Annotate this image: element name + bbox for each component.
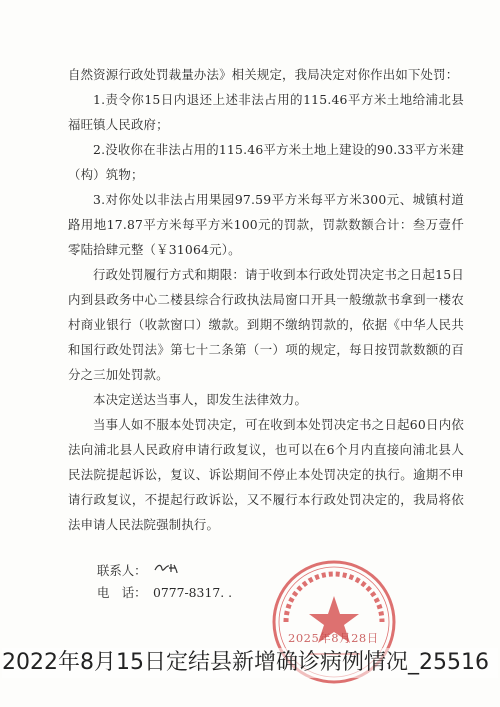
seal-date: 2025年8月28日: [288, 631, 379, 645]
paragraph-appeal: 当事人如不服本处罚决定，可在收到本处罚决定书之日起60日内依法向浦北县人民政府申请行政复议，也可以在6个月内直接向浦北县人民法院提起诉讼，复议、诉讼期间不停止本处罚决定的执行。逾期不申请行政复议，不提起行政诉讼，又不履行本行政处罚决定的，我局将依法申请人民法院强制执行。: [68, 417, 464, 532]
handwritten-signature-icon: [153, 561, 179, 575]
paragraph-item-1: 1.责令你15日内退还上述非法占用的115.46平方米土地给浦北县福旺镇人民政府；: [68, 92, 464, 132]
contact-person-signature: [153, 561, 179, 582]
contact-phone-value: 0777-8317. .: [152, 585, 233, 600]
paragraph-payment: 行政处罚履行方式和期限：请于收到本行政处罚决定书之日起15日内到县政务中心二楼县综合行政执法局窗口开具一般缴款书拿到一楼农村商业银行（收款窗口）缴款。到期不缴纳罚款的，依据《中华人民共和国行政处罚法》第七十二条第（一）项的规定，每日按罚款数额的百分之三加处罚款。: [68, 267, 464, 382]
paragraph-intro: 自然资源行政处罚裁量办法》相关规定，我局决定对你作出如下处罚：: [68, 67, 459, 82]
paragraph-item-2: 2.没收你在非法占用的115.46平方米土地上建设的90.33平方米建（构）筑物；: [68, 142, 464, 182]
paragraph-item-3: 3.对你处以非法占用果园97.59平方米每平方米300元、城镇村道路用地17.87平方米每平方米100元的罚款，罚款数额合计：叁万壹仟零陆拾肆元整（￥31064元）。: [68, 192, 464, 257]
contact-phone-label: 电 话：: [97, 585, 147, 600]
contact-person-label: 联系人：: [97, 563, 147, 578]
overlay-title: 2022年8月15日定结县新增确诊病例情况_25516: [2, 648, 498, 678]
document-body: [68, 62, 464, 537]
paragraph-effect: 本决定送达当事人，即发生法律效力。: [93, 392, 308, 407]
